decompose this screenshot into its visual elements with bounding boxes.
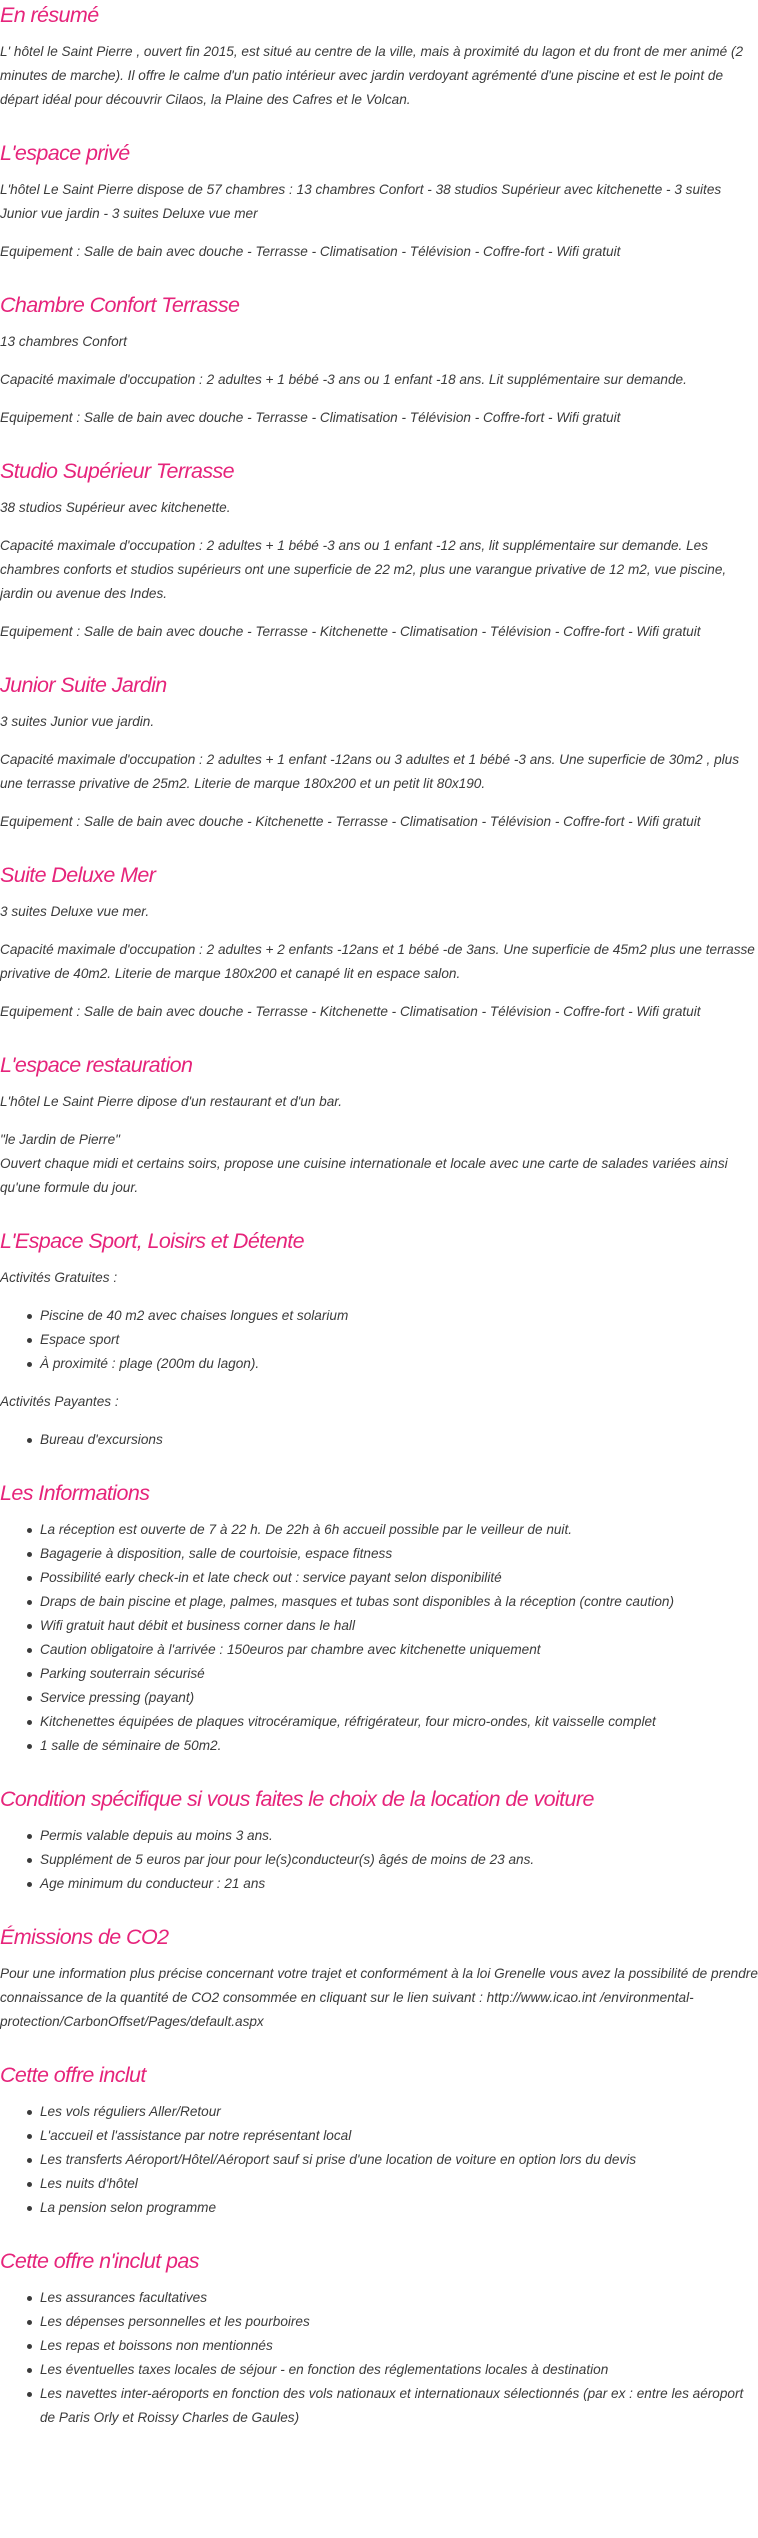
room-count: 3 suites Deluxe vue mer. [0,904,150,919]
list-item: Les éventuelles taxes locales de séjour - en fonction des réglementations locales à destination [40,2358,758,2382]
section-title: Émissions de CO2 [0,1925,169,1949]
section-espace-prive [0,138,758,264]
section-title: Cette offre inclut [0,2063,146,2087]
list-item: Permis valable depuis au moins 3 ans. [40,1824,758,1848]
list-item: Les vols réguliers Aller/Retour [40,2100,758,2124]
list-item: Les navettes inter-aéroports en fonction des vols nationaux et internationaux sélectionnés (par ex : entre les aéroport de Paris Orly et Roissy Charles de Gaules) [40,2382,758,2430]
room-count: 13 chambres Confort [0,334,127,349]
list-item: Supplément de 5 euros par jour pour le(s)conducteur(s) âgés de moins de 23 ans. [40,1848,758,1872]
section-title: L'espace restauration [0,1053,193,1077]
room-capacity: Capacité maximale d'occupation : 2 adultes + 1 bébé -3 ans ou 1 enfant -18 ans. Lit supplémentaire sur demande. [0,372,687,387]
section-co2 [0,1922,758,2034]
informations-list [0,1518,758,1758]
restaurant-intro: L'hôtel Le Saint Pierre dipose d'un restaurant et d'un bar. [0,1094,343,1109]
list-item: 1 salle de séminaire de 50m2. [40,1734,758,1758]
equipment-text: Equipement : Salle de bain avec douche - Terrasse - Kitchenette - Climatisation - Télévision - Coffre-fort - Wifi gratuit [0,1004,701,1019]
equipment-text: Equipement : Salle de bain avec douche - Terrasse - Climatisation - Télévision - Coffre-fort - Wifi gratuit [0,244,621,259]
list-item: Kitchenettes équipées de plaques vitrocéramique, réfrigérateur, four micro-ondes, kit vaisselle complet [40,1710,758,1734]
section-title: Les Informations [0,1481,150,1505]
list-item: À proximité : plage (200m du lagon). [40,1352,758,1376]
restaurant-text: Ouvert chaque midi et certains soirs, propose une cuisine internationale et locale avec une carte de salades variées ainsi qu'une formule du jour. [0,1156,728,1195]
section-suite-deluxe [0,860,758,1024]
list-item: Parking souterrain sécurisé [40,1662,758,1686]
restaurant-name: "le Jardin de Pierre" [0,1132,120,1147]
list-item: La pension selon programme [40,2196,758,2220]
room-capacity: Capacité maximale d'occupation : 2 adultes + 2 enfants -12ans et 1 bébé -de 3ans. Une superficie de 45m2 plus une terrasse privative de 40m2. Literie de marque 180x200 et canapé lit en espace salon. [0,942,755,981]
list-item: Espace sport [40,1328,758,1352]
section-chambre-confort [0,290,758,430]
section-offre-inclut [0,2060,758,2220]
paid-activities-list [0,1428,758,1452]
section-title: Suite Deluxe Mer [0,863,156,887]
equipment-text: Equipement : Salle de bain avec douche - Terrasse - Climatisation - Télévision - Coffre-fort - Wifi gratuit [0,410,621,425]
list-item: Draps de bain piscine et plage, palmes, masques et tubas sont disponibles à la réception (contre caution) [40,1590,758,1614]
included-list [0,2100,758,2220]
free-activities-label: Activités Gratuites : [0,1270,118,1285]
list-item: Possibilité early check-in et late check out : service payant selon disponibilité [40,1566,758,1590]
section-title: En résumé [0,3,99,27]
paid-activities-label: Activités Payantes : [0,1394,119,1409]
list-item: Bagagerie à disposition, salle de courtoisie, espace fitness [40,1542,758,1566]
room-count: 38 studios Supérieur avec kitchenette. [0,500,231,515]
list-item: L'accueil et l'assistance par notre représentant local [40,2124,758,2148]
section-title: L'Espace Sport, Loisirs et Détente [0,1229,304,1253]
list-item: Les dépenses personnelles et les pourboires [40,2310,758,2334]
list-item: Bureau d'excursions [40,1428,758,1452]
list-item: Les repas et boissons non mentionnés [40,2334,758,2358]
section-informations [0,1478,758,1758]
list-item: La réception est ouverte de 7 à 22 h. De 22h à 6h accueil possible par le veilleur de nuit. [40,1518,758,1542]
car-rental-conditions-list [0,1824,758,1896]
section-title: L'espace privé [0,141,130,165]
section-resume [0,0,758,112]
section-studio-superieur [0,456,758,644]
list-item: Caution obligatoire à l'arrivée : 150euros par chambre avec kitchenette uniquement [40,1638,758,1662]
resume-text: L' hôtel le Saint Pierre , ouvert fin 2015, est situé au centre de la ville, mais à proximité du lagon et du front de mer animé (2 minutes de marche). Il offre le calme d'un patio intérieur avec jardin verdoyant agrémenté d'une piscine et est le point de départ idéal pour découvrir Cilaos, la Plaine des Cafres et le Volcan. [0,44,744,107]
list-item: Age minimum du conducteur : 21 ans [40,1872,758,1896]
section-title: Chambre Confort Terrasse [0,293,240,317]
free-activities-list [0,1304,758,1376]
section-sport-loisirs [0,1226,758,1452]
list-item: Les assurances facultatives [40,2286,758,2310]
section-title: Junior Suite Jardin [0,673,167,697]
list-item: Piscine de 40 m2 avec chaises longues et solarium [40,1304,758,1328]
list-item: Wifi gratuit haut débit et business corner dans le hall [40,1614,758,1638]
section-title: Condition spécifique si vous faites le choix de la location de voiture [0,1787,594,1811]
not-included-list [0,2286,758,2430]
section-restauration [0,1050,758,1200]
section-offre-inclut-pas [0,2246,758,2430]
equipment-text: Equipement : Salle de bain avec douche - Kitchenette - Terrasse - Climatisation - Télévision - Coffre-fort - Wifi gratuit [0,814,701,829]
room-capacity: Capacité maximale d'occupation : 2 adultes + 1 enfant -12ans ou 3 adultes et 1 bébé -3 ans. Une superficie de 30m2 , plus une terrasse privative de 25m2. Literie de marque 180x200 et un petit lit 80x190. [0,752,740,791]
room-count: 3 suites Junior vue jardin. [0,714,155,729]
list-item: Service pressing (payant) [40,1686,758,1710]
section-title: Cette offre n'inclut pas [0,2249,199,2273]
list-item: Les transferts Aéroport/Hôtel/Aéroport sauf si prise d'une location de voiture en option lors du devis [40,2148,758,2172]
section-title: Studio Supérieur Terrasse [0,459,234,483]
section-location-voiture [0,1784,758,1896]
rooms-summary: L'hôtel Le Saint Pierre dispose de 57 chambres : 13 chambres Confort - 38 studios Supérieur avec kitchenette - 3 suites Junior vue jardin - 3 suites Deluxe vue mer [0,182,722,221]
section-junior-suite [0,670,758,834]
co2-text: Pour une information plus précise concernant votre trajet et conformément à la loi Grenelle vous avez la possibilité de prendre connaissance de la quantité de CO2 consommée en cliquant sur le lien suivant : http://www.icao.int /environmental-protection/CarbonOffset/Pages/default.aspx [0,1966,758,2029]
room-capacity: Capacité maximale d'occupation : 2 adultes + 1 bébé -3 ans ou 1 enfant -12 ans, lit supplémentaire sur demande. Les chambres conforts et studios supérieurs ont une superficie de 22 m2, plus une varangue privative de 12 m2, vue piscine, jardin ou avenue des Indes. [0,538,727,601]
equipment-text: Equipement : Salle de bain avec douche - Terrasse - Kitchenette - Climatisation - Télévision - Coffre-fort - Wifi gratuit [0,624,701,639]
restaurant-description [0,1128,758,1200]
list-item: Les nuits d'hôtel [40,2172,758,2196]
